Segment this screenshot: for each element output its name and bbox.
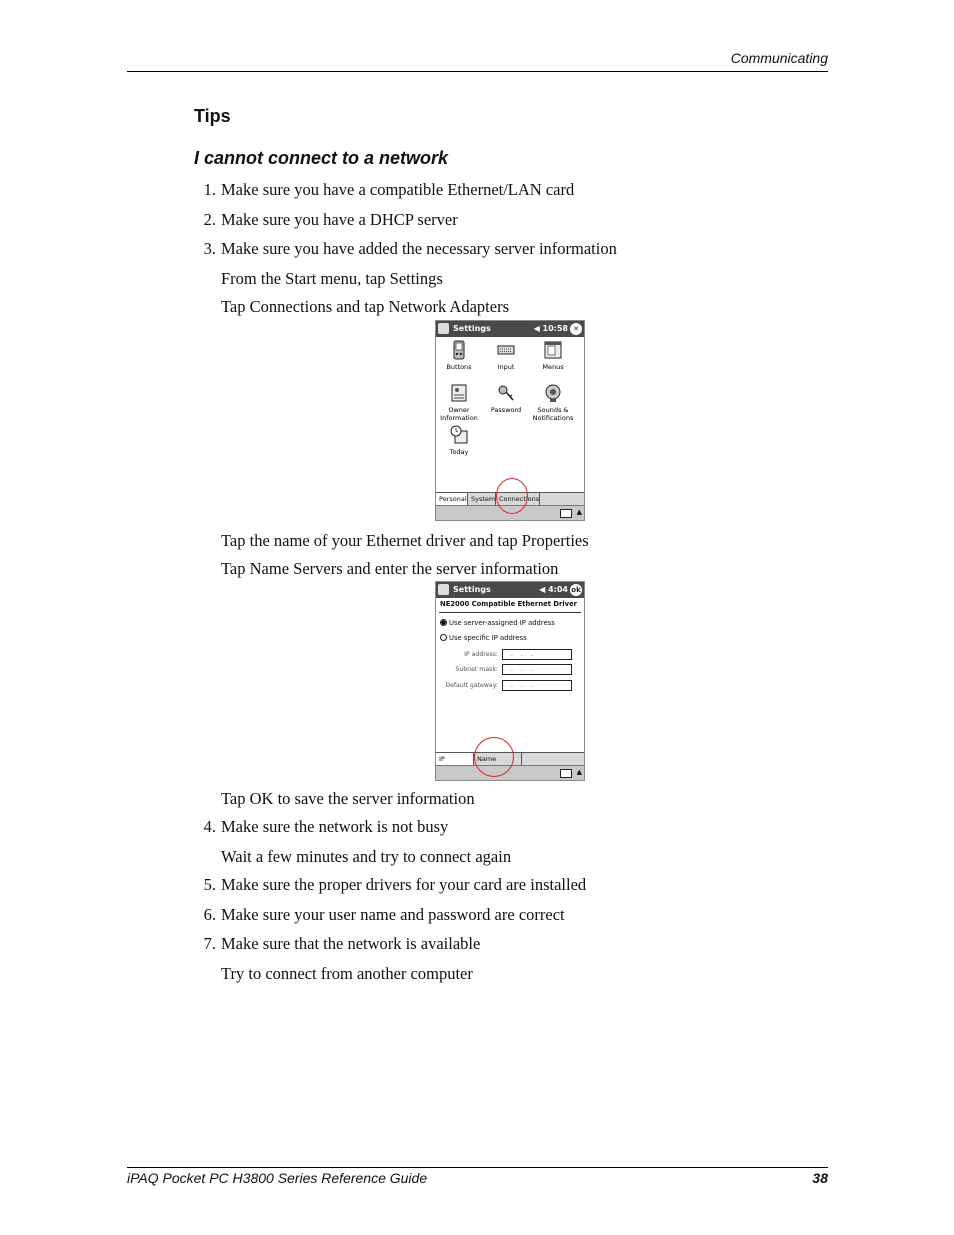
list-item: Make sure you have a compatible Ethernet/LAN card bbox=[221, 180, 575, 199]
windows-start-icon bbox=[438, 323, 449, 334]
subsection-heading: I cannot connect to a network bbox=[194, 148, 449, 168]
owner-card-icon bbox=[450, 383, 468, 403]
list-number: 3. bbox=[203, 239, 216, 258]
list-item: Make sure the proper drivers for your card are installed bbox=[221, 875, 587, 894]
radio-selected-icon bbox=[440, 619, 447, 626]
close-icon: ✕ bbox=[570, 323, 582, 335]
list-item: Make sure the network is not busy bbox=[221, 817, 449, 836]
step-text: Try to connect from another computer bbox=[221, 964, 473, 983]
menus-icon bbox=[544, 340, 562, 360]
page-number: 38 bbox=[812, 1170, 828, 1186]
today-app: Today bbox=[436, 425, 482, 456]
buttons-app: Buttons bbox=[436, 340, 482, 371]
section-heading: Tips bbox=[194, 106, 231, 126]
footer-title: iPAQ Pocket PC H3800 Series Reference Guide bbox=[127, 1170, 428, 1186]
list-number: 1. bbox=[203, 180, 216, 199]
keyboard-icon bbox=[560, 509, 572, 518]
ip-address-field: ... bbox=[502, 649, 572, 660]
keyboard-icon bbox=[560, 769, 572, 778]
radio-specific-ip: Use specific IP address bbox=[440, 634, 527, 642]
input-app: Input bbox=[483, 340, 529, 371]
today-clock-icon bbox=[450, 425, 468, 445]
windows-start-icon bbox=[438, 584, 449, 595]
tab-name-servers: Name bbox=[474, 753, 522, 766]
status-time: ◀ 10:58 bbox=[533, 324, 568, 333]
menus-app: Menus bbox=[530, 340, 576, 371]
list-number: 5. bbox=[203, 875, 216, 894]
list-number: 7. bbox=[203, 934, 216, 953]
radio-empty-icon bbox=[440, 634, 447, 641]
arrow-up-icon: ▲ bbox=[576, 508, 582, 516]
subnet-mask-field: ... bbox=[502, 664, 572, 675]
list-item: Make sure you have added the necessary server information bbox=[221, 239, 617, 258]
list-number: 2. bbox=[203, 210, 216, 229]
tab-personal: Personal bbox=[436, 493, 468, 506]
header-rule bbox=[127, 71, 828, 72]
footer-rule bbox=[127, 1167, 828, 1168]
running-header: Communicating bbox=[730, 50, 828, 66]
tab-connections: Connections bbox=[496, 493, 540, 506]
title-bar bbox=[436, 582, 584, 598]
arrow-up-icon: ▲ bbox=[576, 768, 582, 776]
step-text: Wait a few minutes and try to connect again bbox=[221, 847, 512, 866]
default-gateway-label: Default gateway: bbox=[445, 682, 498, 689]
list-item: Make sure you have a DHCP server bbox=[221, 210, 458, 229]
radio-server-assigned: Use server-assigned IP address bbox=[440, 619, 555, 627]
owner-information-app: Owner Information bbox=[436, 383, 482, 422]
step-text: Tap Connections and tap Network Adapters bbox=[221, 297, 509, 316]
password-app: Password bbox=[483, 383, 529, 414]
list-item: Make sure that the network is available bbox=[221, 934, 481, 953]
ethernet-driver-screenshot bbox=[435, 581, 585, 781]
list-item: Make sure your user name and password are correct bbox=[221, 905, 565, 924]
step-text: Tap Name Servers and enter the server information bbox=[221, 559, 559, 578]
status-time: ◀ 4:04 bbox=[539, 585, 568, 594]
title-bar bbox=[436, 321, 584, 337]
buttons-icon bbox=[450, 340, 468, 360]
driver-title: NE2000 Compatible Ethernet Driver bbox=[440, 600, 578, 608]
step-text: From the Start menu, tap Settings bbox=[221, 269, 443, 288]
speaker-icon bbox=[544, 383, 562, 403]
sounds-notifications-app: Sounds & Notifications bbox=[530, 383, 576, 422]
driver-title-rule bbox=[439, 612, 581, 613]
screen-title: Settings bbox=[453, 324, 491, 333]
settings-personal-screenshot bbox=[435, 320, 585, 521]
screen-title: Settings bbox=[453, 585, 491, 594]
ok-icon: ok bbox=[571, 586, 581, 594]
ip-address-label: IP address: bbox=[464, 651, 498, 658]
keyboard-icon bbox=[497, 340, 515, 360]
default-gateway-field: ... bbox=[502, 680, 572, 691]
list-number: 4. bbox=[203, 817, 216, 836]
step-text: Tap OK to save the server information bbox=[221, 789, 475, 808]
highlight-circle bbox=[474, 737, 514, 777]
step-text: Tap the name of your Ethernet driver and tap Properties bbox=[221, 531, 589, 550]
highlight-circle bbox=[496, 478, 528, 514]
list-number: 6. bbox=[203, 905, 216, 924]
subnet-mask-label: Subnet mask: bbox=[455, 666, 498, 673]
tab-ip-address: IP bbox=[436, 753, 474, 766]
key-icon bbox=[497, 383, 515, 403]
tab-system: System bbox=[468, 493, 496, 506]
